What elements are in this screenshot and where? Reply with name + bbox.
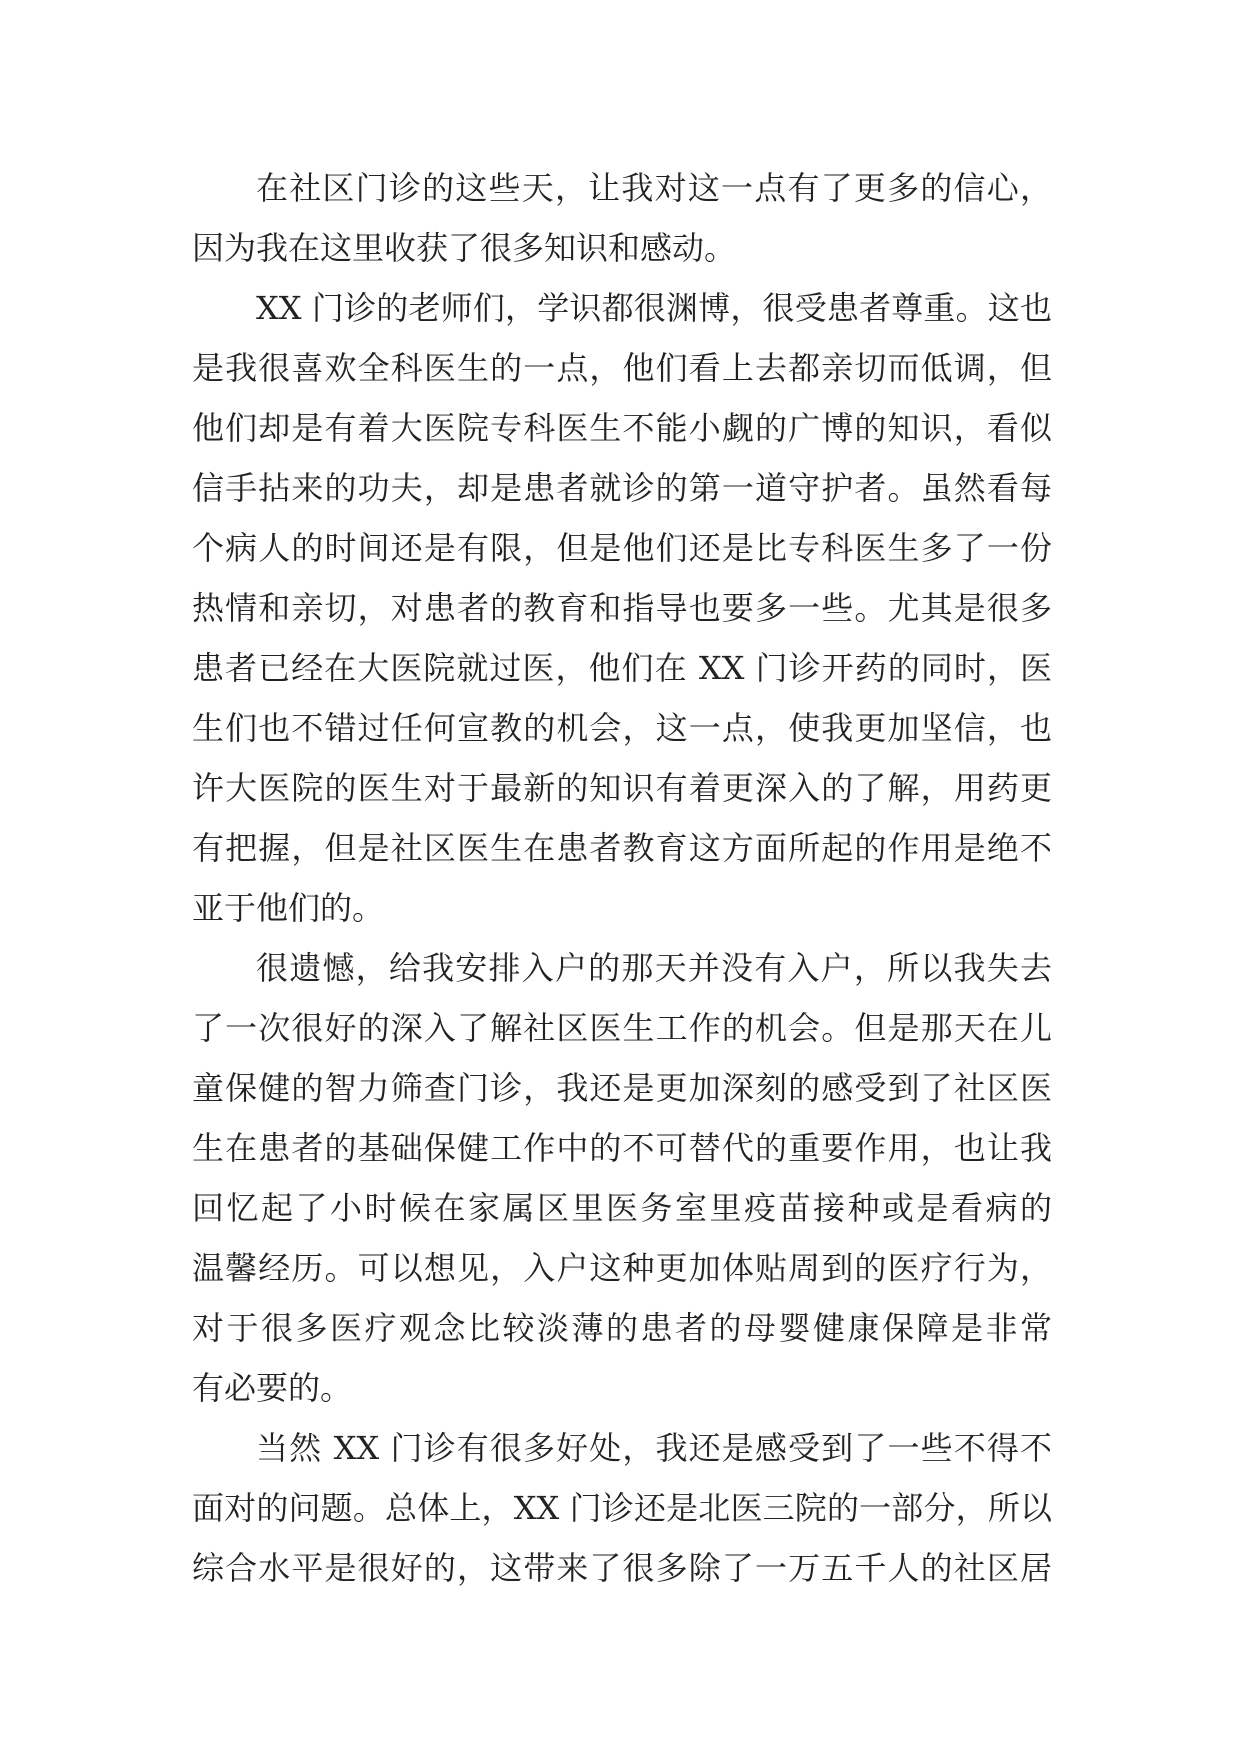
text-line: 热情和亲切，对患者的教育和指导也要多一些。尤其是很多	[192, 589, 1052, 627]
paragraph-2	[192, 278, 1052, 938]
paragraph-3	[192, 938, 1052, 1418]
text-line: 他们却是有着大医院专科医生不能小觑的广博的知识，看似	[192, 409, 1052, 447]
text-line: 在社区门诊的这些天，让我对这一点有了更多的信心，	[256, 169, 1052, 207]
text-line: 生们也不错过任何宣教的机会，这一点，使我更加坚信，也	[192, 709, 1052, 747]
paragraph-4	[192, 1418, 1052, 1598]
text-line: 童保健的智力筛查门诊，我还是更加深刻的感受到了社区医	[192, 1069, 1052, 1107]
text-line: 是我很喜欢全科医生的一点，他们看上去都亲切而低调，但	[192, 349, 1052, 387]
text-line: 生在患者的基础保健工作中的不可替代的重要作用，也让我	[192, 1129, 1052, 1167]
text-line: 有必要的。	[192, 1369, 353, 1407]
text-line: 有把握，但是社区医生在患者教育这方面所起的作用是绝不	[192, 829, 1052, 867]
text-line: 亚于他们的。	[192, 889, 385, 927]
text-line: 患者已经在大医院就过医，他们在 XX 门诊开药的同时，医	[192, 649, 1052, 687]
document-body	[192, 158, 1052, 1598]
text-line: 面对的问题。总体上，XX 门诊还是北医三院的一部分，所以	[192, 1489, 1052, 1527]
text-line: 信手拈来的功夫，却是患者就诊的第一道守护者。虽然看每	[192, 469, 1052, 507]
text-line: 很遗憾，给我安排入户的那天并没有入户，所以我失去	[256, 949, 1052, 987]
text-line: 个病人的时间还是有限，但是他们还是比专科医生多了一份	[192, 529, 1052, 567]
text-line: XX 门诊的老师们，学识都很渊博，很受患者尊重。这也	[256, 289, 1052, 327]
text-line: 回忆起了小时候在家属区里医务室里疫苗接种或是看病的	[192, 1189, 1052, 1227]
text-line: 温馨经历。可以想见，入户这种更加体贴周到的医疗行为，	[192, 1249, 1052, 1287]
text-line: 综合水平是很好的，这带来了很多除了一万五千人的社区居	[192, 1549, 1052, 1587]
text-line: 当然 XX 门诊有很多好处，我还是感受到了一些不得不	[256, 1429, 1052, 1467]
paragraph-1	[192, 158, 1052, 278]
text-line: 因为我在这里收获了很多知识和感动。	[192, 229, 737, 267]
text-line: 许大医院的医生对于最新的知识有着更深入的了解，用药更	[192, 769, 1052, 807]
text-line: 了一次很好的深入了解社区医生工作的机会。但是那天在儿	[192, 1009, 1052, 1047]
text-line: 对于很多医疗观念比较淡薄的患者的母婴健康保障是非常	[192, 1309, 1052, 1347]
